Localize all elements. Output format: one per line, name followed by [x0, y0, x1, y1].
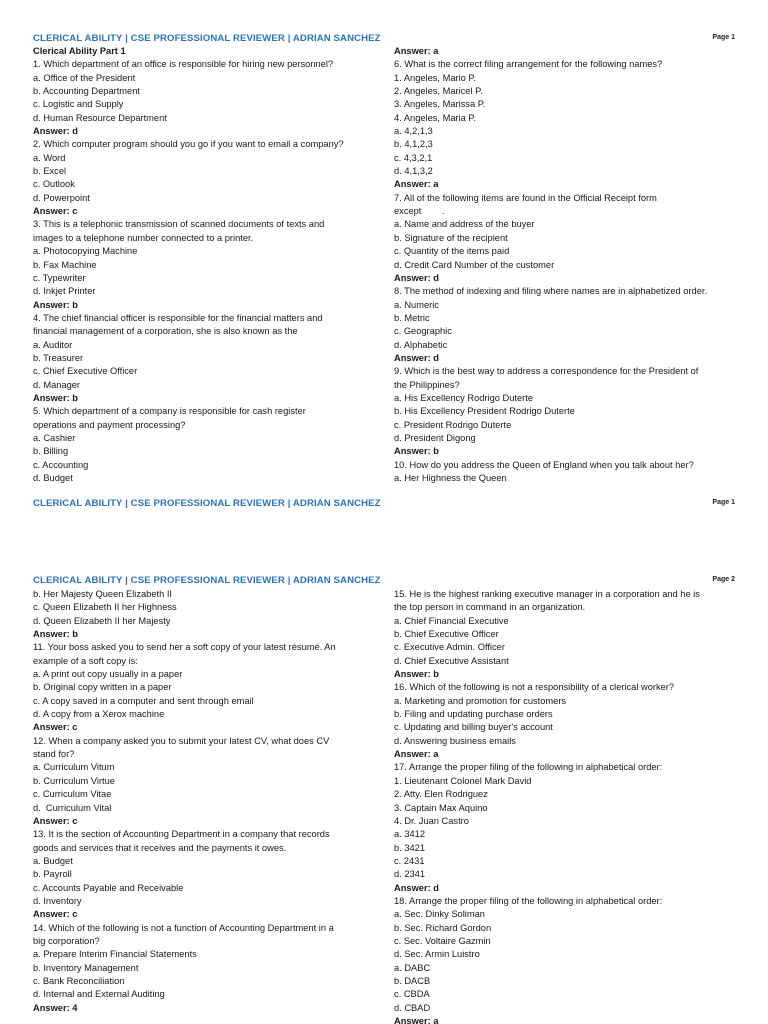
question-line: c. Executive Admin. Officer [394, 642, 505, 653]
question-line: b. Treasurer [33, 352, 84, 363]
answer-line: Answer: a [394, 749, 439, 760]
question-line: c. Chief Executive Officer [33, 366, 138, 377]
answer-line: Answer: c [33, 206, 78, 217]
question-line: 2. Which computer program should you go if you want to email a company? [33, 139, 344, 150]
question-line: big corporation? [33, 935, 100, 946]
section-title: Clerical Ability Part 1 [33, 46, 126, 56]
page-header: CLERICAL ABILITY | CSE PROFESSIONAL REVIEWER | ADRIAN SANCHEZ [33, 575, 381, 586]
question-line: 1. Which department of an office is responsible for hiring new personnel? [33, 59, 334, 70]
question-line: c. Outlook [33, 179, 75, 190]
question-line: d. Chief Executive Assistant [394, 655, 509, 666]
question-line: 6. What is the correct filing arrangement for the following names? [394, 59, 663, 70]
question-line: d. President Digong [394, 432, 476, 443]
question-line: a. Chief Financial Executive [394, 615, 509, 626]
question-line: b. Curriculum Virtue [33, 775, 115, 786]
question-line: 17. Arrange the proper filing of the following in alphabetical order: [394, 762, 663, 773]
question-line: 2. Atty. Elen Rodriguez [394, 789, 488, 800]
question-line: d. Curriculum Vital [33, 802, 112, 813]
question-line: b. Original copy written in a paper [33, 682, 172, 693]
question-line: b. Her Majesty Queen Elizabeth II [33, 589, 173, 599]
question-line: c. Updating and billing buyer's account [394, 722, 553, 733]
question-line: goods and services that it receives and the payments it owes. [33, 842, 287, 853]
question-line: a. DABC [394, 962, 431, 973]
question-line: d. 4,1,3,2 [394, 166, 433, 177]
question-line: 7. All of the following items are found in the Official Receipt form [394, 192, 657, 203]
question-line: b. Excel [33, 166, 67, 177]
question-line: 16. Which of the following is not a responsibility of a clerical worker? [394, 682, 675, 693]
question-line: b. Metric [394, 312, 430, 323]
question-line: a. Auditor [33, 339, 73, 350]
question-line: d. Human Resource Department [33, 112, 167, 123]
question-line: d. Queen Elizabeth II her Majesty [33, 615, 171, 626]
question-line: c. Sec. Voltaire Gazmin [394, 935, 491, 946]
answer-line: Answer: c [33, 722, 78, 733]
question-line: a. Sec. Dinky Soliman [394, 909, 485, 920]
question-line: d. A copy from a Xerox machine [33, 709, 165, 720]
question-line: d. Manager [33, 379, 81, 390]
question-line: 4. The chief financial officer is responsible for the financial matters and [33, 312, 323, 323]
question-line: 9. Which is the best way to address a correspondence for the President of [394, 366, 699, 377]
answer-line: Answer: b [394, 669, 439, 680]
answer-line: Answer: c [33, 909, 78, 920]
question-line: 5. Which department of a company is responsible for cash register [33, 406, 306, 417]
question-line: b. 3421 [394, 842, 426, 853]
question-line: d. Sec. Armin Luistro [394, 949, 480, 960]
question-line: d. Alphabetic [394, 339, 448, 350]
question-line: a. Photocopying Machine [33, 246, 138, 257]
question-line: a. Curriculum Vitum [33, 762, 115, 773]
question-line: a. Cashier [33, 432, 76, 443]
question-line: 1. Lieutenant Colonel Mark David [394, 775, 532, 786]
question-line: c. Curriculum Vitae [33, 789, 112, 800]
question-line: c. Accounting [33, 459, 89, 470]
question-line: 12. When a company asked you to submit your latest CV, what does CV [33, 735, 330, 746]
question-line: d. Answering business emails [394, 735, 516, 746]
question-line: c. President Rodrigo Duterte [394, 419, 512, 430]
question-line: d. Credit Card Number of the customer [394, 259, 555, 270]
question-line: except . [394, 206, 445, 217]
question-line: b. Signature of the recipient [394, 232, 508, 243]
answer-line: Answer: d [394, 272, 439, 283]
question-line: c. CBDA [394, 989, 430, 1000]
question-line: 8. The method of indexing and filing where names are in alphabetized order. [394, 286, 708, 297]
question-line: d. CBAD [394, 1002, 431, 1013]
question-line: 3. This is a telephonic transmission of scanned documents of texts and [33, 219, 325, 230]
question-line: 15. He is the highest ranking executive manager in a corporation and he is [394, 589, 700, 599]
question-line: b. Payroll [33, 869, 72, 880]
question-line: 13. It is the section of Accounting Department in a company that records [33, 829, 330, 840]
question-line: 14. Which of the following is not a function of Accounting Department in a [33, 922, 334, 933]
question-line: b. Accounting Department [33, 86, 140, 97]
question-line: operations and payment processing? [33, 419, 186, 430]
question-line: c. 4,3,2,1 [394, 152, 433, 163]
question-line: 3. Angeles, Marissa P. [394, 99, 486, 110]
question-line: a. A print out copy usually in a paper [33, 669, 183, 680]
page-number: Page 1 [712, 34, 735, 41]
question-line: the Philippines? [394, 379, 460, 390]
question-line: d. 2341 [394, 869, 426, 880]
question-line: c. Geographic [394, 326, 452, 337]
question-line: 4. Dr. Juan Castro [394, 815, 469, 826]
question-line: a. His Excellency Rodrigo Duterte [394, 392, 533, 403]
footer-page-number: Page 1 [712, 499, 735, 506]
answer-line: Answer: a [394, 46, 439, 56]
answer-line: Answer: a [394, 179, 439, 190]
answer-line: Answer: b [33, 629, 78, 640]
question-line: d. Inkjet Printer [33, 286, 96, 297]
question-line: b. Inventory Management [33, 962, 139, 973]
question-line: a. 4,2,1,3 [394, 126, 433, 137]
question-line: 18. Arrange the proper filing of the following in alphabetical order: [394, 895, 663, 906]
answer-line: Answer: b [394, 446, 439, 457]
question-line: c. Typewriter [33, 272, 86, 283]
question-line: c. Logistic and Supply [33, 99, 124, 110]
question-line: c. Quantity of the items paid [394, 246, 510, 257]
right-column [394, 588, 700, 1024]
question-line: example of a soft copy is: [33, 655, 138, 666]
question-line: 11. Your boss asked you to send her a soft copy of your latest résumé. An [33, 642, 336, 653]
answer-line: Answer: 4 [33, 1002, 78, 1013]
answer-line: Answer: c [33, 815, 78, 826]
page-footer: CLERICAL ABILITY | CSE PROFESSIONAL REVIEWER | ADRIAN SANCHEZ [33, 498, 381, 509]
question-line: a. Her Highness the Queen [394, 473, 507, 483]
question-line: b. Billing [33, 446, 69, 457]
answer-line: Answer: b [33, 392, 78, 403]
question-line: a. Office of the President [33, 72, 136, 83]
page-2 [0, 540, 768, 1024]
question-line: b. 4,1,2,3 [394, 139, 433, 150]
question-line: d. Internal and External Auditing [33, 989, 165, 1000]
question-line: c. A copy saved in a computer and sent through email [33, 695, 254, 706]
question-line: a. Name and address of the buyer [394, 219, 535, 230]
question-line: a. Prepare Interim Financial Statements [33, 949, 197, 960]
answer-line: Answer: a [394, 1016, 439, 1024]
question-line: b. Fax Machine [33, 259, 97, 270]
question-line: images to a telephone number connected to a printer. [33, 232, 254, 243]
question-line: the top person in command in an organization. [394, 602, 586, 613]
page-header: CLERICAL ABILITY | CSE PROFESSIONAL REVIEWER | ADRIAN SANCHEZ [33, 33, 381, 44]
question-line: b. Chief Executive Officer [394, 629, 499, 640]
question-line: financial management of a corporation, she is also known as the [33, 326, 298, 337]
answer-line: Answer: d [394, 882, 439, 893]
left-column [33, 588, 336, 1015]
question-line: b. His Excellency President Rodrigo Duterte [394, 406, 575, 417]
question-line: 1. Angeles, Mario P. [394, 72, 477, 83]
question-line: 10. How do you address the Queen of England when you talk about her? [394, 459, 694, 470]
answer-line: Answer: d [33, 126, 78, 137]
question-line: d. Powerpoint [33, 192, 90, 203]
question-line: 4. Angeles, Maria P. [394, 112, 477, 123]
question-line: c. Queen Elizabeth II her Highness [33, 602, 177, 613]
question-line: d. Budget [33, 473, 73, 483]
left-column [33, 45, 344, 485]
question-line: a. 3412 [394, 829, 426, 840]
question-line: c. Bank Reconciliation [33, 975, 125, 986]
answer-line: Answer: d [394, 352, 439, 363]
question-line: c. 2431 [394, 855, 425, 866]
question-line: b. DACB [394, 975, 431, 986]
question-line: c. Accounts Payable and Receivable [33, 882, 184, 893]
question-line: a. Numeric [394, 299, 439, 310]
right-column [394, 45, 707, 485]
page-number: Page 2 [712, 576, 735, 583]
question-line: d. Inventory [33, 895, 82, 906]
question-line: b. Sec. Richard Gordon [394, 922, 492, 933]
question-line: a. Word [33, 152, 66, 163]
question-line: stand for? [33, 749, 75, 760]
question-line: b. Filing and updating purchase orders [394, 709, 553, 720]
question-line: a. Budget [33, 855, 73, 866]
answer-line: Answer: b [33, 299, 78, 310]
question-line: 2. Angeles, Maricel P. [394, 86, 483, 97]
question-line: a. Marketing and promotion for customers [394, 695, 567, 706]
question-line: 3. Captain Max Aquino [394, 802, 488, 813]
